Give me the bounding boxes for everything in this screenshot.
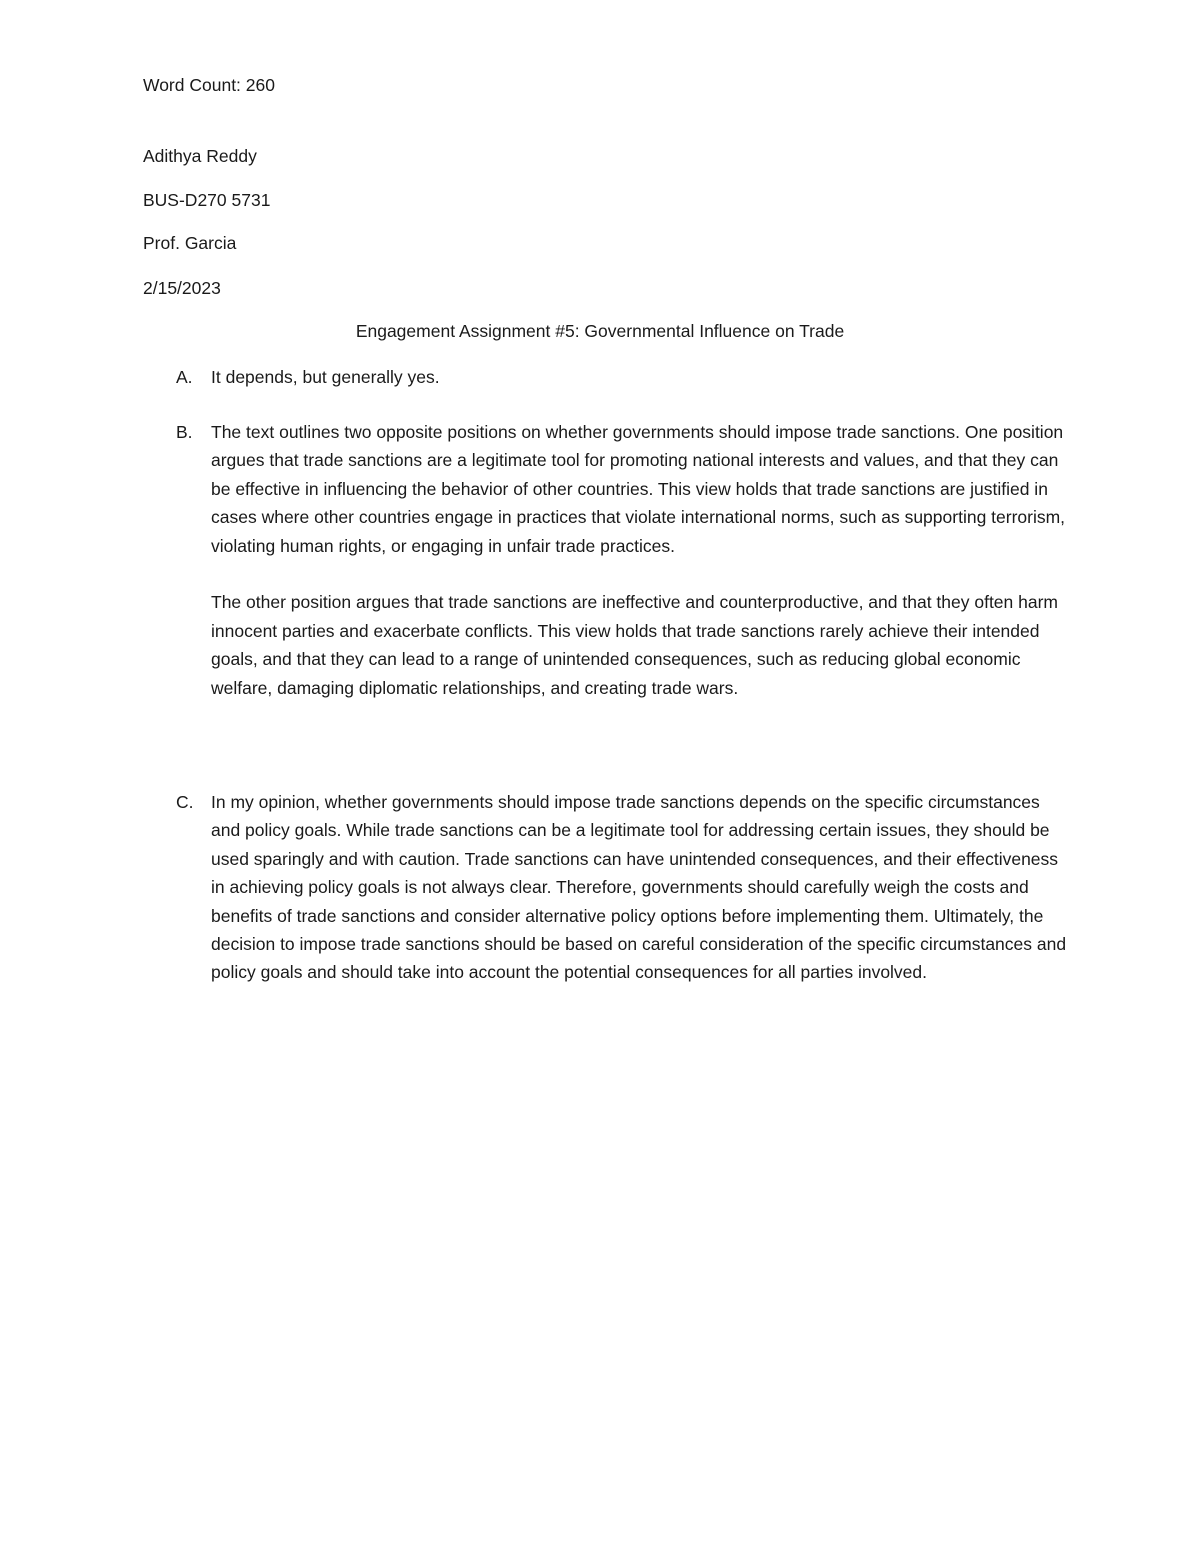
list-item-a [143, 363, 1073, 391]
list-marker: B. [176, 422, 193, 442]
list-item-c [143, 788, 1073, 987]
paragraph: It depends, but generally yes. [211, 367, 440, 387]
list-item-text [211, 788, 1073, 987]
document-date: 2/15/2023 [143, 278, 221, 298]
list-marker: A. [176, 367, 193, 387]
list-item-b [143, 418, 1073, 702]
paragraph: The other position argues that trade sanctions are ineffective and counterproductive, and that they often harm innocent parties and exacerbate conflicts. This view holds that trade sanctions rarely achieve their intended goals, and that they can lead to a range of unintended consequences, such as reducing global economic welfare, damaging diplomatic relationships, and creating trade wars. [211, 592, 1059, 698]
course-code: BUS-D270 5731 [143, 190, 271, 210]
list-item-text [211, 418, 1073, 702]
professor-name: Prof. Garcia [143, 233, 237, 253]
document-title: Engagement Assignment #5: Governmental Influence on Trade [355, 321, 845, 341]
word-count: Word Count: 260 [143, 75, 275, 95]
paragraph: In my opinion, whether governments should impose trade sanctions depends on the specific circumstances and policy goals. While trade sanctions can be a legitimate tool for addressing certain issues, they should be used sparingly and with caution. Trade sanctions can have unintended consequences, and their effectiveness in achieving policy goals is not always clear. Therefore, governments should carefully weigh the costs and benefits of trade sanctions and consider alternative policy options before implementing them. Ultimately, the decision to impose trade sanctions should be based on careful consideration of the specific circumstances and policy goals and should take into account the potential consequences for all parties involved. [211, 792, 1067, 983]
student-name: Adithya Reddy [143, 146, 257, 166]
list-marker: C. [176, 792, 194, 812]
list-item-text [211, 363, 1073, 391]
paragraph: The text outlines two opposite positions on whether governments should impose trade sanctions. One position argues that trade sanctions are a legitimate tool for promoting national interests and values, and that they can be effective in influencing the behavior of other countries. This view holds that trade sanctions are justified in cases where other countries engage in practices that violate international norms, such as supporting terrorism, violating human rights, or engaging in unfair trade practices. [211, 422, 1066, 556]
